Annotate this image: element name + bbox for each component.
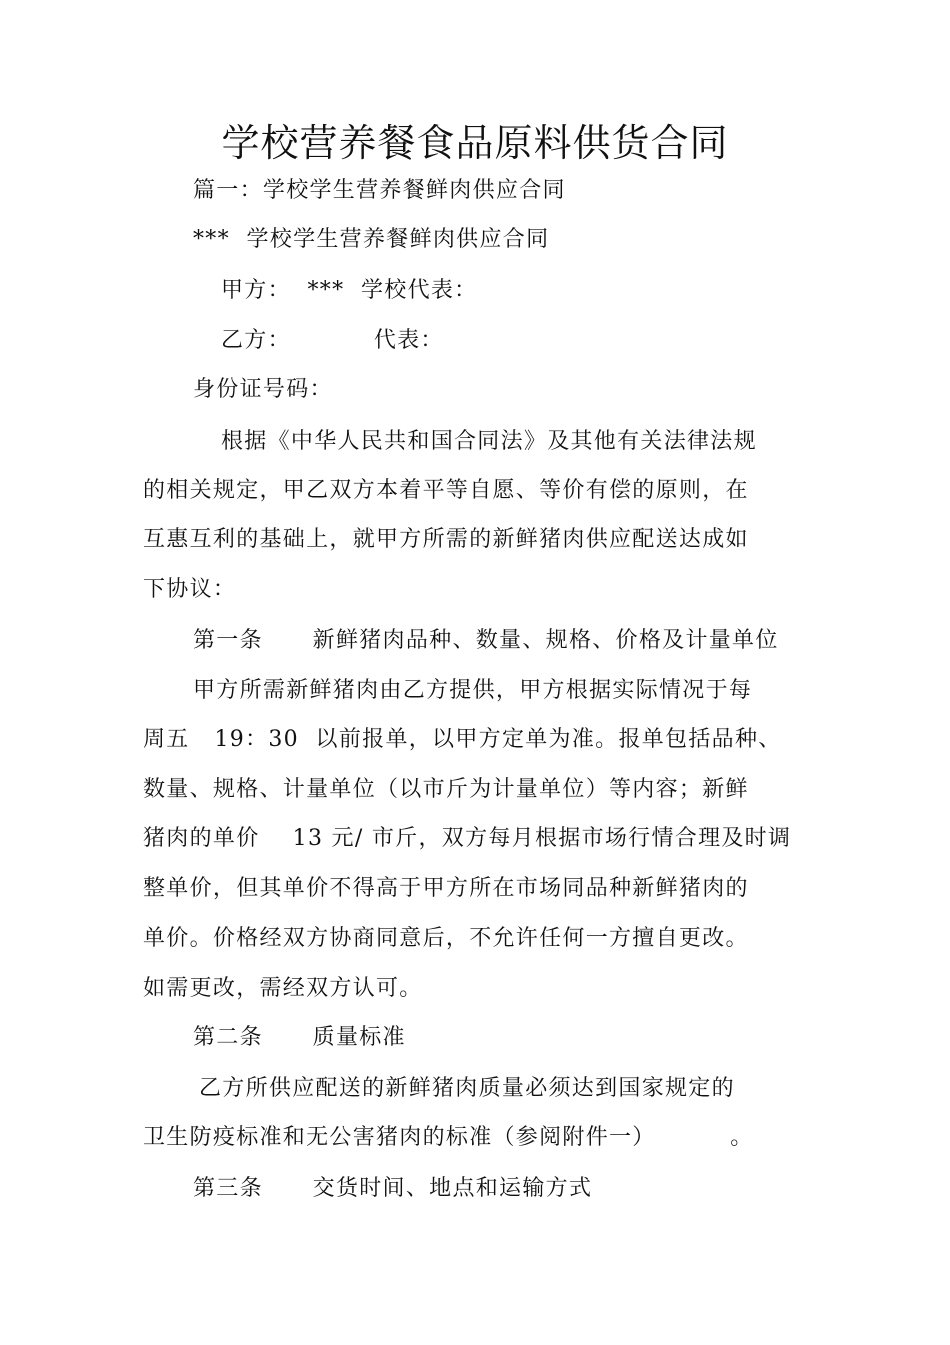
paragraph-line: 乙方所供应配送的新鲜猪肉质量必须达到国家规定的 (199, 1076, 735, 1101)
paragraph-line: 整单价，但其单价不得高于甲方所在市场同品种新鲜猪肉的 (143, 876, 749, 901)
paragraph-line: 根据《中华人民共和国合同法》及其他有关法律法规 (221, 429, 757, 454)
article-2-heading: 第二条 质量标准 (193, 1025, 406, 1050)
paragraph-line: 的相关规定，甲乙双方本着平等自愿、等价有偿的原则，在 (143, 478, 749, 503)
paragraph-line: 单价。价格经双方协商同意后，不允许任何一方擅自更改。 (143, 926, 749, 951)
article-3-heading: 第三条 交货时间、地点和运输方式 (193, 1176, 593, 1201)
contract-name: *** 学校学生营养餐鲜肉供应合同 (193, 227, 550, 252)
article-1-heading: 第一条 新鲜猪肉品种、数量、规格、价格及计量单位 (193, 628, 779, 653)
party-a-line: 甲方： *** 学校代表： (221, 278, 478, 303)
paragraph-line: 互惠互利的基础上，就甲方所需的新鲜猪肉供应配送达成如 (143, 527, 749, 552)
paragraph-line: 甲方所需新鲜猪肉由乙方提供，甲方根据实际情况于每 (193, 678, 753, 703)
party-b-line: 乙方： 代表： (221, 328, 444, 353)
paragraph-line: 如需更改，需经双方认可。 (143, 976, 423, 1001)
paragraph-line: 周五 19：30 以前报单，以甲方定单为准。报单包括品种、 (143, 727, 782, 752)
document-title: 学校营养餐食品原料供货合同 (221, 121, 729, 165)
id-number-line: 身份证号码： (193, 377, 333, 402)
section-heading: 篇一：学校学生营养餐鲜肉供应合同 (193, 178, 566, 203)
paragraph-line: 卫生防疫标准和无公害猪肉的标准（参阅附件一） 。 (143, 1125, 754, 1150)
paragraph-line: 猪肉的单价 13 元/ 市斤，双方每月根据市场行情合理及时调 (143, 826, 792, 851)
paragraph-line: 下协议： (143, 577, 237, 602)
paragraph-line: 数量、规格、计量单位（以市斤为计量单位）等内容；新鲜 (143, 777, 749, 802)
